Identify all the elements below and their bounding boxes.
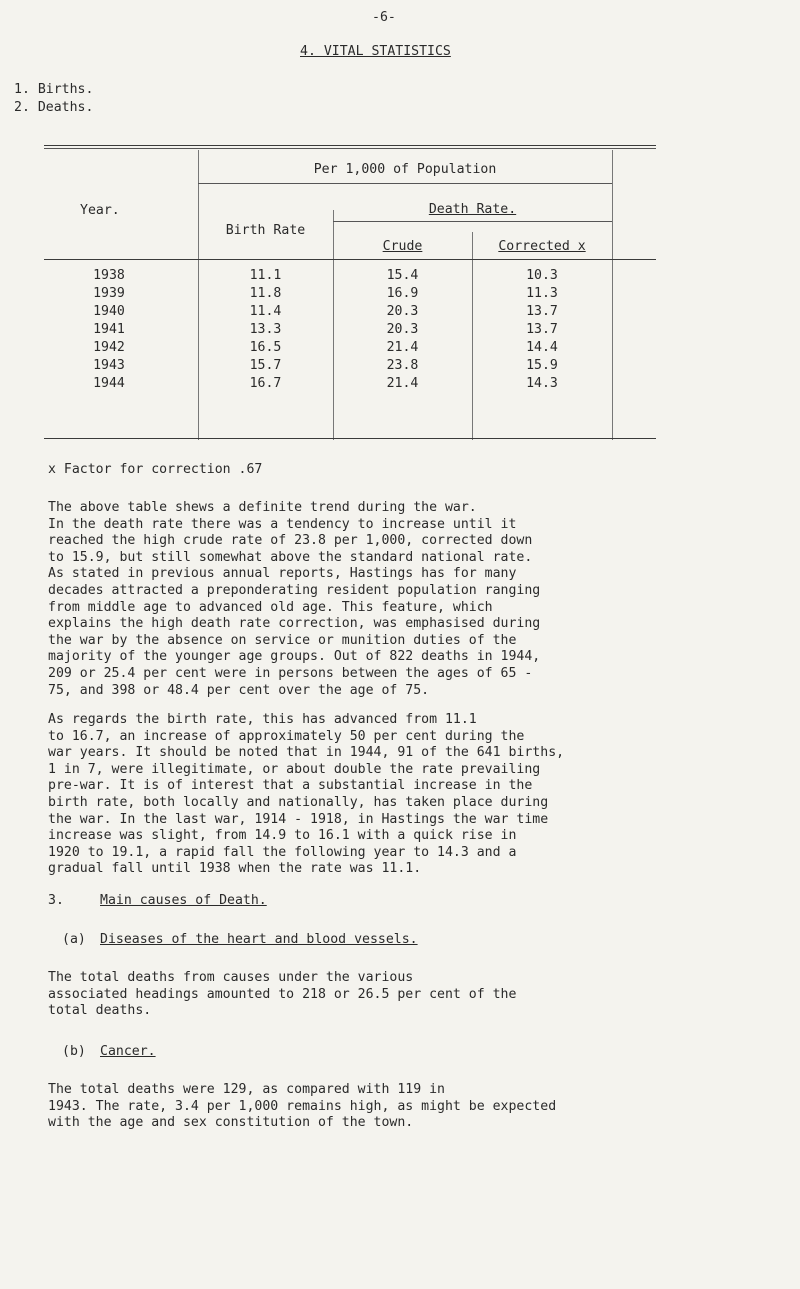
subsection-a-label: (a) <box>62 932 86 947</box>
section-3-title: Main causes of Death. <box>100 893 267 908</box>
cell-year: 1942 <box>93 340 125 355</box>
cell-corrected: 13.7 <box>526 322 558 337</box>
cell-birth: 11.8 <box>249 286 282 301</box>
cell-corrected: 11.3 <box>526 286 558 301</box>
cell-crude: 15.4 <box>386 268 419 283</box>
paragraph-heart-disease: The total deaths from causes under the various associated headings amounted to 218 or 26.5 per cent of the total deaths. <box>48 970 517 1019</box>
cell-year: 1939 <box>93 286 125 301</box>
cell-corrected: 14.3 <box>526 376 558 391</box>
cell-birth: 11.4 <box>249 304 282 319</box>
page-number: -6- <box>372 10 396 25</box>
cell-birth: 16.5 <box>249 340 282 355</box>
cell-birth: 16.7 <box>249 376 282 391</box>
paragraph-birth-rate: As regards the birth rate, this has advanced from 11.1 to 16.7, an increase of approximately 50 per cent during the war years. It should be noted that in 1944, 91 of the 641 births, 1 in 7, were illegitimate, or about double the rate prevailing pre-war. It is of interest that a substantial increase in the birth rate, both locally and nationally, has taken place during the war. In the last war, 1914 - 1918, in Hastings the war time increase was slight, from 14.9 to 16.1 with a quick rise in 1920 to 19.1, a rapid fall the following year to 14.3 and a gradual fall until 1938 when the rate was 11.1. <box>48 712 565 877</box>
cell-birth: 13.3 <box>249 322 282 337</box>
cell-corrected: 10.3 <box>526 268 558 283</box>
cell-corrected: 15.9 <box>526 358 558 373</box>
cell-corrected: 13.7 <box>526 304 558 319</box>
paragraph-cancer: The total deaths were 129, as compared with 119 in 1943. The rate, 3.4 per 1,000 remains high, as might be expected with the age and sex constitution of the town. <box>48 1082 557 1131</box>
table-bottom-rule <box>44 438 656 439</box>
table-col-corrected: Corrected x <box>498 239 586 254</box>
table-col-birth: Birth Rate <box>225 223 306 238</box>
subsection-b-title: Cancer. <box>100 1044 156 1059</box>
table-death-rule <box>333 221 612 222</box>
table-header-group: Per 1,000 of Population <box>313 162 497 177</box>
section-heading: 4. VITAL STATISTICS <box>300 44 451 59</box>
table-header-bottom-rule <box>44 259 656 260</box>
cell-crude: 20.3 <box>386 304 419 319</box>
section-3-number: 3. <box>48 893 64 908</box>
subsection-a-title: Diseases of the heart and blood vessels. <box>100 932 418 947</box>
table-header-rule <box>198 183 612 184</box>
cell-year: 1941 <box>93 322 125 337</box>
cell-corrected: 14.4 <box>526 340 558 355</box>
cell-year: 1943 <box>93 358 125 373</box>
table-col-death-group: Death Rate. <box>428 202 517 217</box>
table-divider-right <box>612 150 613 440</box>
item-births <box>14 82 93 97</box>
cell-crude: 20.3 <box>386 322 419 337</box>
subsection-b-label: (b) <box>62 1044 86 1059</box>
cell-year: 1940 <box>93 304 125 319</box>
cell-crude: 21.4 <box>386 340 419 355</box>
item-births-text: 1. Births. <box>14 82 94 97</box>
cell-birth: 11.1 <box>249 268 282 283</box>
table-top-rule <box>44 145 656 146</box>
item-deaths-text: 2. Deaths. <box>14 100 94 115</box>
cell-crude: 21.4 <box>386 376 419 391</box>
cell-year: 1938 <box>93 268 125 283</box>
cell-birth: 15.7 <box>249 358 282 373</box>
table-top-rule-2 <box>44 148 656 149</box>
table-footnote: x Factor for correction .67 <box>48 462 263 477</box>
cell-crude: 23.8 <box>386 358 419 373</box>
paragraph-death-rate: The above table shews a definite trend during the war. In the death rate there was a tendency to increase until it reached the high crude rate of 23.8 per 1,000, corrected down to 15.9, but still somewhat above the standard national rate. As stated in previous annual reports, Hastings has for many decades attracted a preponderating resident population ranging from middle age to advanced old age. This feature, which explains the high death rate correction, was emphasised during the war by the absence on service or munition duties of the majority of the younger age groups. Out of 822 deaths in 1944, 209 or 25.4 per cent were in persons between the ages of 65 - 75, and 398 or 48.4 per cent over the age of 75. <box>48 500 541 698</box>
table-col-crude: Crude <box>382 239 423 254</box>
cell-crude: 16.9 <box>386 286 419 301</box>
cell-year: 1944 <box>93 376 125 391</box>
table-col-year: Year. <box>80 203 120 218</box>
item-deaths <box>14 100 93 115</box>
